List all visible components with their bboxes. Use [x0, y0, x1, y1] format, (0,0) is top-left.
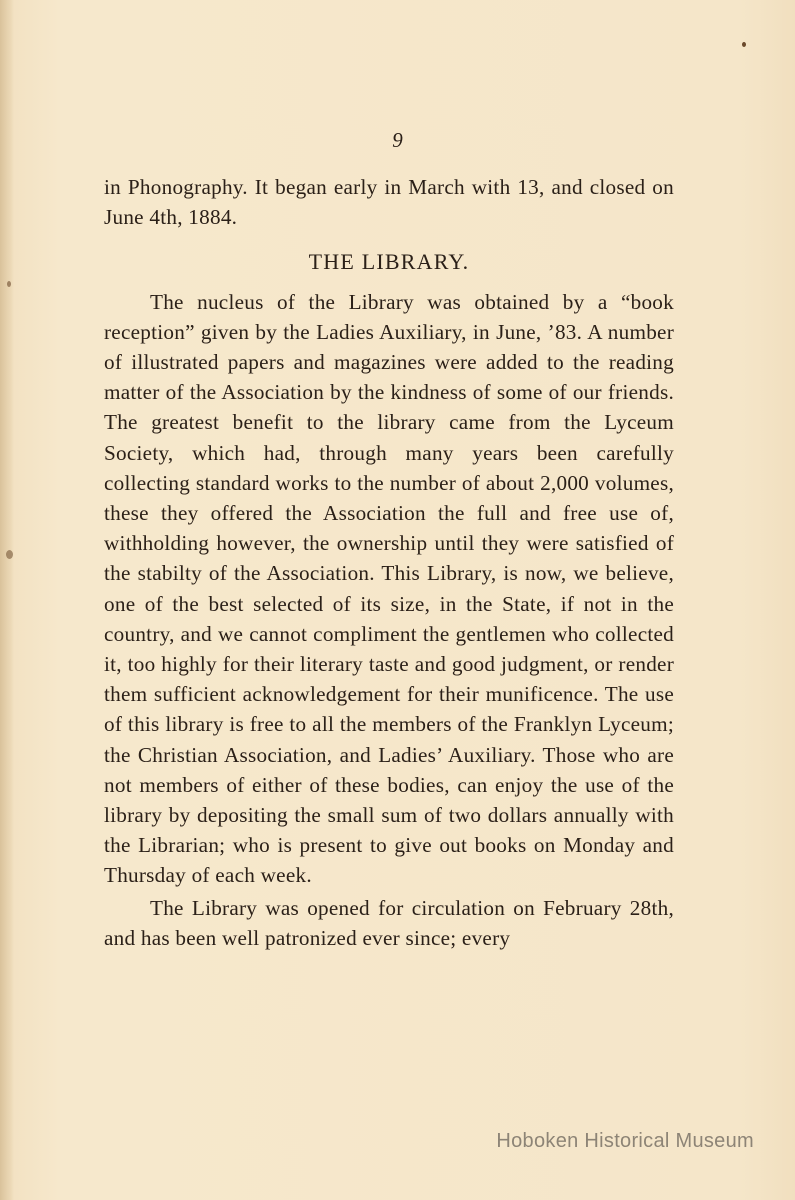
paragraph-continuation: in Phonography. It began early in March with 13, and closed on June 4th, 1884. [104, 175, 674, 230]
museum-watermark: Hoboken Historical Museum [496, 1130, 754, 1152]
page-number: 9 [392, 128, 403, 152]
paper-speck [7, 281, 11, 287]
paper-speck [6, 550, 13, 559]
body-text [104, 172, 674, 953]
page-fold-shadow [0, 0, 14, 1200]
paper-speck [742, 42, 746, 47]
section-heading: THE LIBRARY. [308, 249, 470, 275]
paragraph-library: The nucleus of the Library was obtained by a “book reception” given by the Ladies Auxiliary, in June, ’83. A number of illustrated papers and magazines were added to the reading matter of the Association by the kindness of some of our friends. The greatest benefit to the library came from the Lyceum Society, which had, through many years been carefully collecting standard works to the number of about 2,000 volumes, these they offered the Association the full and free use of, withholding however, the ownership until they were satisfied of the stabilty of the Association. This Library, is now, we believe, one of the best selected of its size, in the State, if not in the country, and we cannot compliment the gentlemen who collected it, too highly for their literary taste and good judgment, or render them sufficient acknowledgement for their munificence. The use of this library is free to all the members of the Franklyn Lyceum; the Christian Association, and Ladies’ Auxiliary. Those who are not members of either of these bodies, can enjoy the use of the library by depositing the small sum of two dollars annually with the Librarian; who is present to give out books on Monday and Thursday of each week. [104, 289, 674, 888]
paragraph-circulation: The Library was opened for circulation on February 28th, and has been well patronized ever since; every [104, 895, 674, 950]
